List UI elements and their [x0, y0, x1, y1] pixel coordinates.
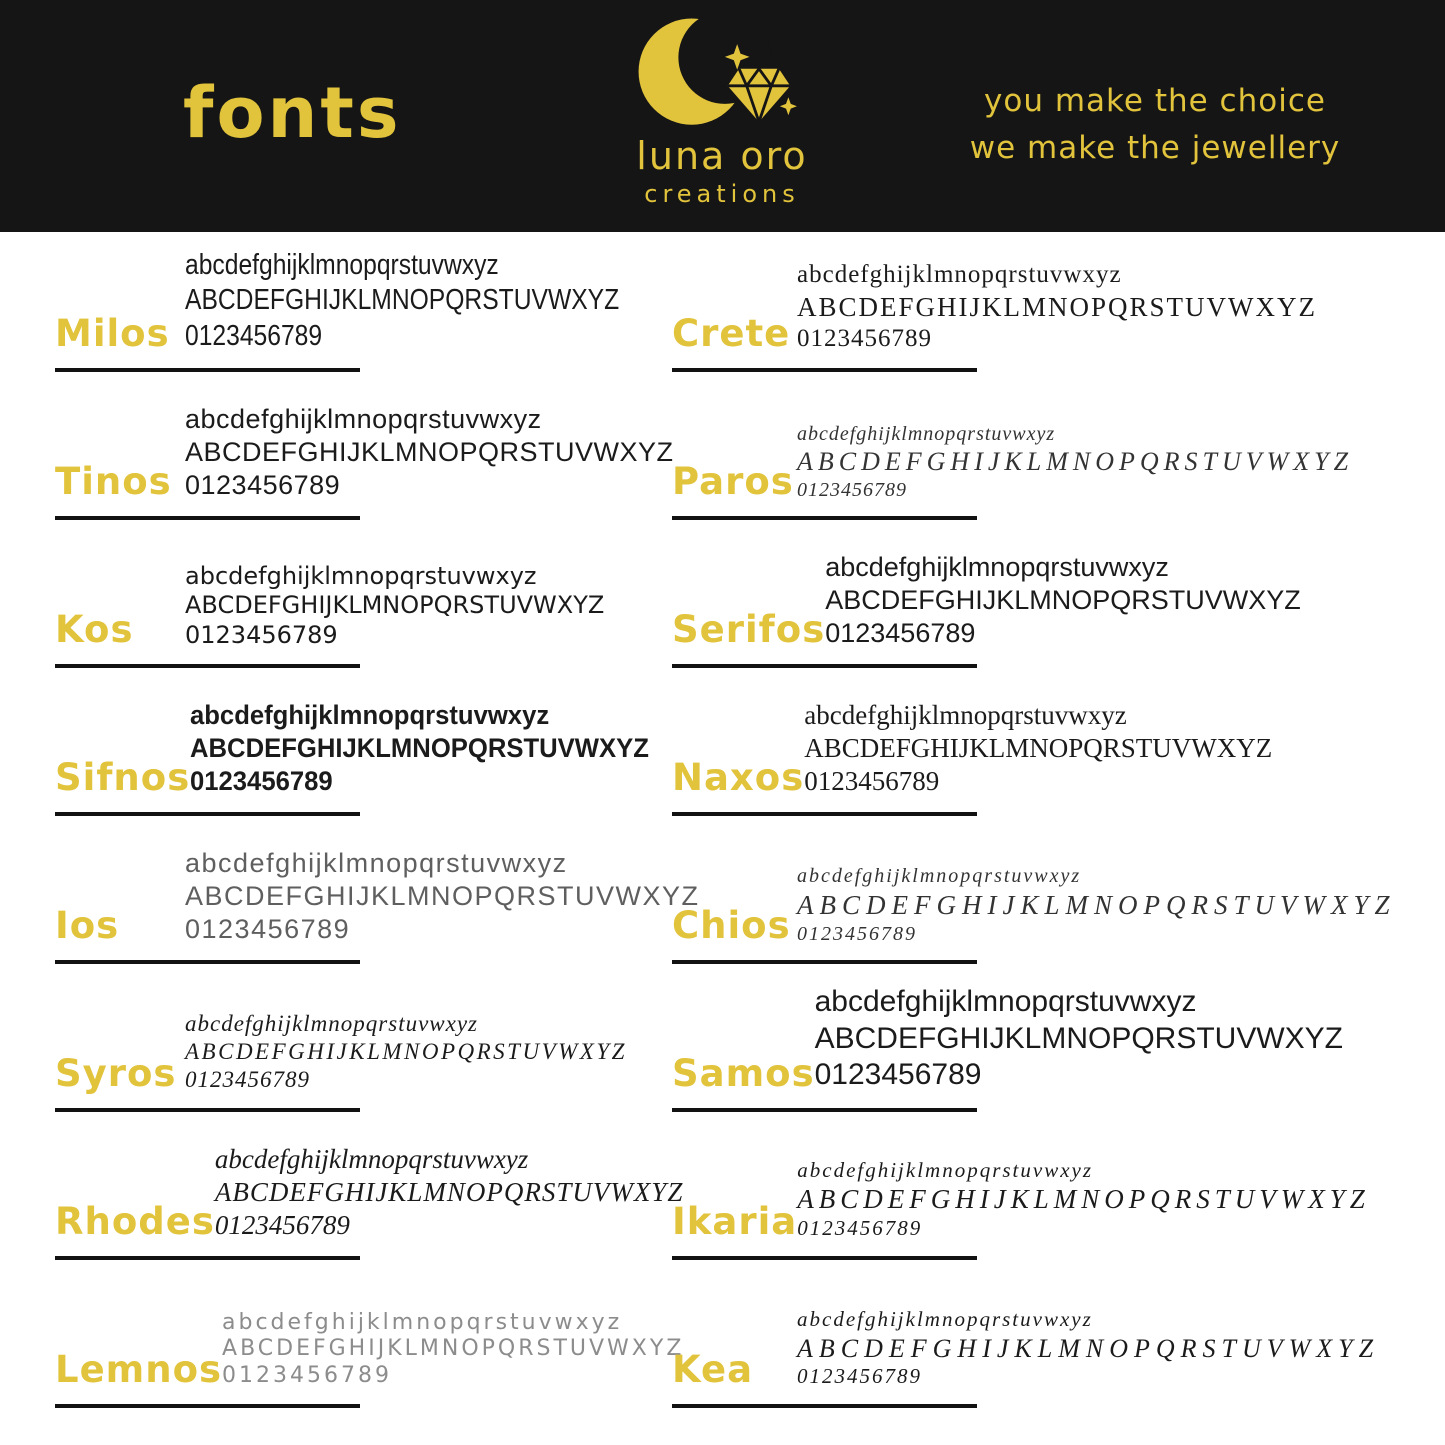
sample-lowercase: abcdefghijklmnopqrstuvwxyz: [797, 1307, 1093, 1332]
sample-digits: 0123456789: [185, 470, 341, 501]
font-sample: [825, 551, 1301, 650]
font-row: [55, 372, 674, 520]
row-underline: [672, 1256, 977, 1260]
row-underline: [672, 664, 977, 668]
sample-digits: 0123456789: [797, 1364, 922, 1389]
font-name-label: Chios: [672, 904, 791, 947]
sample-uppercase: ABCDEFGHIJKLMNOPQRSTUVWXYZ: [797, 291, 1318, 322]
page-title: fonts: [183, 72, 402, 154]
sample-lowercase: abcdefghijklmnopqrstuvwxyz: [185, 848, 568, 879]
sample-digits: 0123456789: [804, 766, 940, 797]
sample-digits: 0123456789: [814, 1058, 982, 1092]
sample-uppercase: ABCDEFGHIJKLMNOPQRSTUVWXYZ: [185, 1038, 627, 1064]
font-row: [672, 372, 1427, 520]
sample-uppercase: ABCDEFGHIJKLMNOPQRSTUVWXYZ: [797, 1333, 1380, 1363]
tagline-line1: you make the choice: [984, 83, 1326, 119]
sample-uppercase: ABCDEFGHIJKLMNOPQRSTUVWXYZ: [797, 446, 1354, 476]
sample-digits: 0123456789: [797, 1216, 923, 1241]
row-underline: [55, 1256, 360, 1260]
brand-logo: [612, 10, 832, 208]
font-name-label: Samos: [672, 1052, 815, 1095]
sample-lowercase: abcdefghijklmnopqrstuvwxyz: [797, 261, 1122, 289]
row-underline: [672, 812, 977, 816]
font-sample: [190, 699, 649, 798]
font-sample: [185, 1010, 627, 1094]
brand-subtitle: creations: [644, 180, 800, 208]
sample-uppercase: ABCDEFGHIJKLMNOPQRSTUVWXYZ: [214, 1177, 684, 1208]
font-name-label: Rhodes: [55, 1200, 215, 1243]
sample-lowercase: abcdefghijklmnopqrstuvwxyz: [797, 422, 1056, 445]
font-name-label: Paros: [672, 460, 794, 503]
sample-lowercase: abcdefghijklmnopqrstuvwxyz: [797, 865, 1082, 888]
sample-lowercase: abcdefghijklmnopqrstuvwxyz: [797, 1157, 1094, 1182]
font-name-label: Ikaria: [672, 1200, 798, 1243]
right-column: [672, 224, 1427, 1408]
font-sample: [215, 1143, 683, 1242]
tagline: [960, 78, 1350, 171]
sample-lowercase: abcdefghijklmnopqrstuvwxyz: [185, 562, 537, 591]
font-sample: [804, 699, 1272, 798]
sample-uppercase: ABCDEFGHIJKLMNOPQRSTUVWXYZ: [185, 437, 674, 468]
sample-lowercase: abcdefghijklmnopqrstuvwxyz: [804, 700, 1127, 731]
sample-lowercase: abcdefghijklmnopqrstuvwxyz: [185, 404, 542, 435]
header: [0, 0, 1445, 232]
sample-lowercase: abcdefghijklmnopqrstuvwxyz: [825, 552, 1169, 583]
font-sample: [185, 403, 674, 502]
sample-digits: 0123456789: [185, 914, 351, 945]
font-name-label: Kea: [672, 1348, 754, 1391]
font-row: [672, 224, 1427, 372]
sample-uppercase: ABCDEFGHIJKLMNOPQRSTUVWXYZ: [190, 733, 650, 764]
sample-digits: 0123456789: [797, 324, 932, 352]
brand-name: luna oro: [636, 134, 808, 178]
font-name-label: Lemnos: [55, 1348, 223, 1391]
row-underline: [55, 960, 360, 964]
left-column: [55, 224, 700, 1408]
row-underline: [672, 516, 977, 520]
sample-uppercase: ABCDEFGHIJKLMNOPQRSTUVWXYZ: [797, 889, 1396, 920]
row-underline: [672, 1404, 977, 1408]
sample-lowercase: abcdefghijklmnopqrstuvwxyz: [214, 1144, 529, 1175]
font-name-label: Sifnos: [55, 756, 191, 799]
font-row: [672, 520, 1427, 668]
row-underline: [55, 812, 360, 816]
font-row: [55, 1260, 685, 1408]
font-row: [672, 816, 1427, 964]
tagline-line2: we make the jewellery: [969, 129, 1341, 166]
font-row: [55, 668, 650, 816]
font-name-label: Syros: [55, 1052, 177, 1095]
font-name-label: Kos: [55, 608, 134, 651]
sample-digits: 0123456789: [797, 922, 917, 945]
font-name-label: Serifos: [672, 608, 826, 651]
row-underline: [672, 1108, 977, 1112]
font-name-label: Ios: [55, 904, 120, 947]
row-underline: [55, 516, 360, 520]
sample-digits: 0123456789: [185, 1066, 310, 1092]
sample-lowercase: abcdefghijklmnopqrstuvwxyz: [814, 985, 1197, 1019]
sample-digits: 0123456789: [214, 1210, 350, 1241]
font-row: [55, 816, 700, 964]
font-row: [55, 224, 640, 372]
font-name-label: Crete: [672, 312, 791, 355]
sample-digits: 0123456789: [185, 620, 338, 649]
font-name-label: Tinos: [55, 460, 172, 503]
sample-digits: 0123456789: [185, 319, 323, 352]
font-sample: [797, 1158, 1369, 1242]
sample-uppercase: ABCDEFGHIJKLMNOPQRSTUVWXYZ: [825, 585, 1301, 616]
sample-uppercase: ABCDEFGHIJKLMNOPQRSTUVWXYZ: [185, 881, 700, 912]
sample-uppercase: ABCDEFGHIJKLMNOPQRSTUVWXYZ: [797, 1184, 1370, 1215]
sample-uppercase: ABCDEFGHIJKLMNOPQRSTUVWXYZ: [185, 591, 605, 620]
font-row: [672, 668, 1427, 816]
sample-digits: 0123456789: [797, 478, 907, 501]
font-sample: [815, 984, 1343, 1094]
font-sample: [797, 260, 1317, 354]
row-underline: [55, 368, 360, 372]
font-sample: [797, 422, 1353, 503]
row-underline: [55, 1404, 360, 1408]
font-row: [55, 964, 640, 1112]
font-row: [672, 1112, 1427, 1260]
sample-digits: 0123456789: [825, 618, 976, 649]
sample-digits: 0123456789: [190, 766, 333, 797]
crescent-moon-diamond-icon: [612, 10, 832, 138]
sample-lowercase: abcdefghijklmnopqrstuvwxyz: [190, 700, 550, 731]
font-name-label: Naxos: [672, 756, 805, 799]
sample-uppercase: ABCDEFGHIJKLMNOPQRSTUVWXYZ: [222, 1336, 685, 1362]
font-sample: [797, 1307, 1379, 1390]
sample-uppercase: ABCDEFGHIJKLMNOPQRSTUVWXYZ: [185, 284, 620, 317]
sample-lowercase: abcdefghijklmnopqrstuvwxyz: [185, 248, 499, 281]
font-row: [672, 1260, 1427, 1408]
font-sample: [185, 562, 604, 650]
font-sample: [797, 864, 1395, 946]
font-row: [672, 964, 1427, 1112]
font-row: [55, 520, 640, 668]
font-sample: [222, 1310, 684, 1390]
row-underline: [55, 664, 360, 668]
font-sample: [185, 248, 619, 354]
row-underline: [672, 368, 977, 372]
row-underline: [55, 1108, 360, 1112]
font-name-label: Milos: [55, 312, 170, 355]
row-underline: [672, 960, 977, 964]
sample-lowercase: abcdefghijklmnopqrstuvwxyz: [185, 1010, 479, 1036]
font-row: [55, 1112, 684, 1260]
font-sample: [185, 847, 700, 946]
sample-uppercase: ABCDEFGHIJKLMNOPQRSTUVWXYZ: [814, 1021, 1344, 1055]
sample-uppercase: ABCDEFGHIJKLMNOPQRSTUVWXYZ: [804, 733, 1273, 764]
sample-lowercase: abcdefghijklmnopqrstuvwxyz: [222, 1309, 623, 1335]
sample-digits: 0123456789: [222, 1363, 392, 1389]
